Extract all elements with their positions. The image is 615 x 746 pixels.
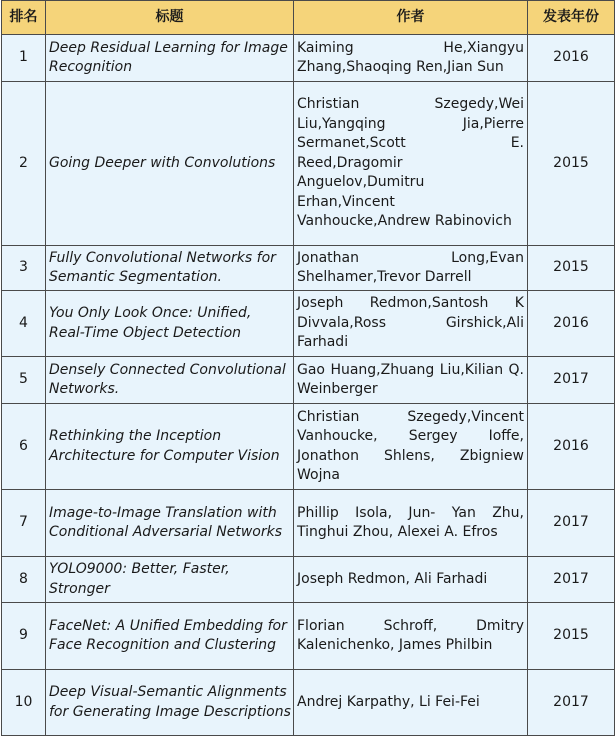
header-row — [2, 1, 615, 35]
authors-cell: Jonathan Long,Evan Shelhamer,Trevor Darrell — [294, 246, 528, 291]
authors-cell: Joseph Redmon,Santosh K Divvala,Ross Girshick,Ali Farhadi — [294, 291, 528, 357]
year-cell: 2017 — [528, 490, 615, 557]
table-row — [2, 670, 615, 736]
authors-cell: Christian Szegedy,Wei Liu,Yangqing Jia,Pierre Sermanet,Scott E. Reed,Dragomir Anguelov,Dumitru Erhan,Vincent Vanhoucke,Andrew Rabinovich — [294, 82, 528, 246]
table-body — [2, 35, 615, 736]
year-cell: 2015 — [528, 82, 615, 246]
table-row — [2, 490, 615, 557]
authors-cell: Phillip Isola, Jun- Yan Zhu, Tinghui Zhou, Alexei A. Efros — [294, 490, 528, 557]
authors-cell: Kaiming He,Xiangyu Zhang,Shaoqing Ren,Jian Sun — [294, 35, 528, 82]
table-row — [2, 246, 615, 291]
title-cell: You Only Look Once: Unified, Real-Time Object Detection — [46, 291, 294, 357]
year-cell: 2017 — [528, 357, 615, 404]
title-cell: Densely Connected Convolutional Networks. — [46, 357, 294, 404]
year-cell: 2015 — [528, 246, 615, 291]
year-cell: 2016 — [528, 35, 615, 82]
rank-cell: 3 — [2, 246, 46, 291]
title-cell: Rethinking the Inception Architecture for Computer Vision — [46, 404, 294, 490]
authors-cell: Christian Szegedy,Vincent Vanhoucke, Sergey Ioffe, Jonathon Shlens, Zbigniew Wojna — [294, 404, 528, 490]
rank-cell: 4 — [2, 291, 46, 357]
authors-cell: Florian Schroff, Dmitry Kalenichenko, James Philbin — [294, 603, 528, 670]
table-header — [2, 1, 615, 35]
rank-cell: 8 — [2, 557, 46, 603]
table-row — [2, 82, 615, 246]
rank-cell: 2 — [2, 82, 46, 246]
authors-cell: Joseph Redmon, Ali Farhadi — [294, 557, 528, 603]
table-row — [2, 357, 615, 404]
year-cell: 2017 — [528, 557, 615, 603]
rank-cell: 5 — [2, 357, 46, 404]
papers-ranking-table — [1, 0, 615, 736]
header-authors: 作者 — [294, 1, 528, 35]
year-cell: 2017 — [528, 670, 615, 736]
title-cell: Fully Convolutional Networks for Semantic Segmentation. — [46, 246, 294, 291]
table-row — [2, 291, 615, 357]
authors-cell: Andrej Karpathy, Li Fei-Fei — [294, 670, 528, 736]
table-row — [2, 603, 615, 670]
title-cell: FaceNet: A Unified Embedding for Face Recognition and Clustering — [46, 603, 294, 670]
rank-cell: 10 — [2, 670, 46, 736]
header-title: 标题 — [46, 1, 294, 35]
header-rank: 排名 — [2, 1, 46, 35]
year-cell: 2015 — [528, 603, 615, 670]
header-year: 发表年份 — [528, 1, 615, 35]
title-cell: Deep Residual Learning for Image Recognition — [46, 35, 294, 82]
year-cell: 2016 — [528, 404, 615, 490]
rank-cell: 9 — [2, 603, 46, 670]
title-cell: Deep Visual-Semantic Alignments for Generating Image Descriptions — [46, 670, 294, 736]
rank-cell: 7 — [2, 490, 46, 557]
title-cell: Image-to-Image Translation with Conditional Adversarial Networks — [46, 490, 294, 557]
authors-cell: Gao Huang,Zhuang Liu,Kilian Q. Weinberger — [294, 357, 528, 404]
title-cell: Going Deeper with Convolutions — [46, 82, 294, 246]
table-row — [2, 404, 615, 490]
title-cell: YOLO9000: Better, Faster, Stronger — [46, 557, 294, 603]
table-row — [2, 35, 615, 82]
year-cell: 2016 — [528, 291, 615, 357]
table-row — [2, 557, 615, 603]
rank-cell: 1 — [2, 35, 46, 82]
rank-cell: 6 — [2, 404, 46, 490]
